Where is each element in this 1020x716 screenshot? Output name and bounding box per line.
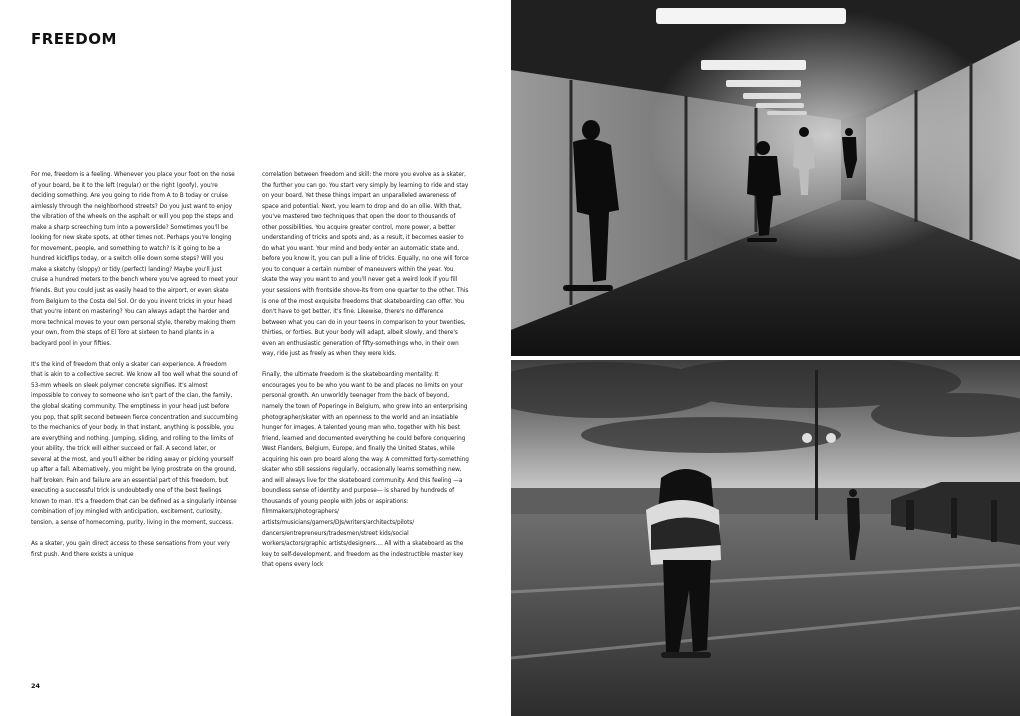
text-column-right [262, 170, 469, 581]
promenade-photo [511, 360, 1020, 716]
paragraph: Finally, the ultimate freedom is the skateboarding mentality. It encourages you to be who you want to be and places no limits on your personal growth. An unworldly teenager from the back of beyond, namely the town of Poperinge in Belgium, who grew into an enterprising photographer/skater with an openness to the world and an insatiable hunger for images. A talented young man who, together with his best friend, learned and documented everything he could before conquering West Flanders, Belgium, Europe, and finally the United States, while acquiring his own pro board along the way. A committed forty-something skater who still sessions regularly, occasionally learns something new, and will always live for the skateboard community. And this feeling —a boundless sense of identity and purpose— is shared by hundreds of thousands of young people with jobs or aspirations: filmmakers/photographers/ artists/musicians/gamers/DJs/writers/architects/pilots/ dancers/entrepreneurs/tradesmen/street kids/social workers/actors/graphic artists/designers.... All with a skateboard as the key to self-development, and freedom as the indestructible master key that opens every lock [262, 372, 469, 569]
text-column-left [31, 170, 238, 571]
page-number: 24 [31, 682, 41, 690]
paragraph: As a skater, you gain direct access to these sensations from your very first push. And there exists a unique [31, 541, 230, 558]
tunnel-photo [511, 0, 1020, 356]
paragraph: For me, freedom is a feeling. Whenever you place your foot on the nose of your board, be it to the left (regular) or the right (goofy), you're deciding something. Are you going to ride from A to B today or cruise aimlessly through the neighborhood streets? Do you just want to enjoy the vibration of the wheels on the asphalt or will you pop the steps and make a sharp screeching turn into a powerslide? Sometimes you'll be looking for new skate spots, at other times not. Perhaps you're longing for movement, people, and something to watch? Is it going to be a hundred kickflips today, or a switch ollie down some steps? Will you make a sketchy (sloppy) or tidy (perfect) landing? Maybe you'll just cruise a hundred meters to the bench where you've agreed to meet your friends. But you could just as easily head to the airport, or even skate from Belgium to the Costa del Sol. Or do you invent tricks in your head that you're intent on mastering? You can always adapt the harder and more technical moves to your own personal style, thereby making them your own, from the steps of El Toro at sixteen to hand plants in a backyard pool in your fifties. [31, 172, 238, 347]
paragraph: It's the kind of freedom that only a skater can experience. A freedom that is akin to a collective secret. We know all too well what the sound of 53-mm wheels on sleek polymer concrete signifies. It's almost impossible to convey to someone who isn't part of the clan, the family, the global skating community. The emptiness in your head just before you pop, that split second between fierce concentration and succumbing to the mechanics of your body. In that instant, anything is possible, you are everything and nothing. Jumping, sliding, and rolling to the limits of your ability, the trick will either succeed or fail. A second later, or several at the most, and you'll either be riding away or picking yourself up after a fall. Alternatively, you might be lying prostrate on the ground, half broken. Pain and failure are an essential part of this freedom, but executing a successful trick is undoubtedly one of the best feelings known to man. It's a freedom that can be defined as a singularly intense combination of joy mingled with anticipation, excitement, curiosity, tension, a sense of homecoming, purity, living in the moment, success. [31, 361, 238, 526]
article-title: FREEDOM [31, 30, 117, 48]
paragraph: correlation between freedom and skill: the more you evolve as a skater, the further you can go. You start very simply by learning to ride and stay on your board. Yet these things impart an unparalleled awareness of space and potential. Next, you learn to drop and do an ollie. With that, you've mastered two techniques that open the door to thousands of other possibilities. You acquire greater control, more power, a better understanding of tricks and spots and, as a result, it becomes easier to do what you want. Your mind and body enter an automatic state and, before you know it, you can pull a line of tricks. Equally, no one will force you to conquer a certain number of maneuvers within the year. You skate the way you want to and you'll never get a weird look if you fill your sessions with frontside shove-its from one quarter to the other. This is one of the most exquisite freedoms that skateboarding can offer. You don't have to get better, it's fine. Likewise, there's no difference between what you can do in your teens in comparison to your twenties, thirties, or forties. But your body will adapt, albeit slowly, and there's even an enthusiastic generation of fifty-somethings who, in their own way, ride just as freely as when they were kids. [262, 172, 469, 358]
